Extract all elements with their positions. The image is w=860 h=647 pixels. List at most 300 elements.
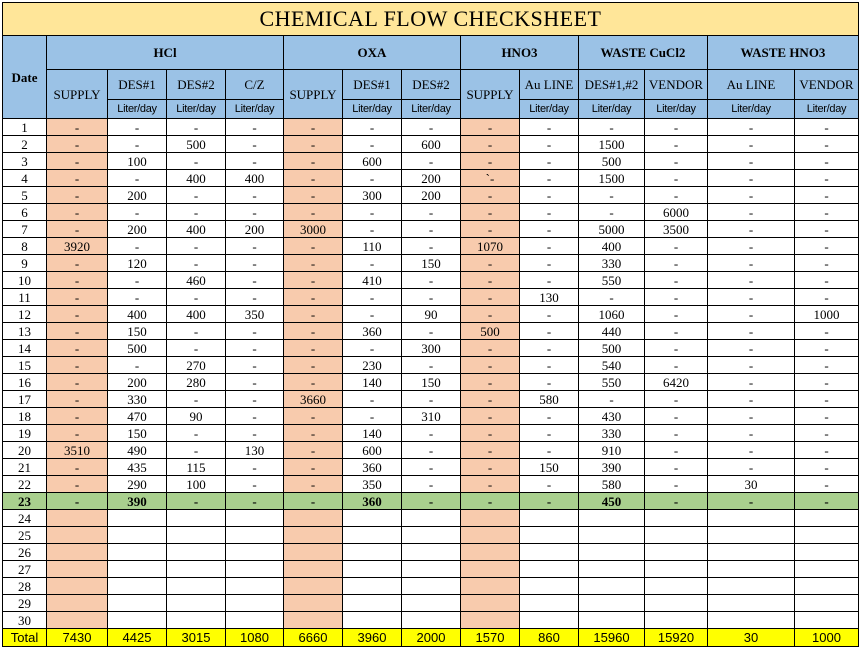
table-cell: 150 <box>108 323 167 340</box>
table-cell: - <box>47 425 108 442</box>
table-cell: - <box>708 391 795 408</box>
column-header: VENDOR <box>645 70 708 100</box>
table-cell: 140 <box>343 374 402 391</box>
unit-label: Liter/day <box>108 100 167 119</box>
total-cell: 860 <box>520 629 579 647</box>
table-cell <box>47 544 108 561</box>
table-cell: - <box>795 255 859 272</box>
table-cell: - <box>461 340 520 357</box>
table-cell: 500 <box>579 340 645 357</box>
table-cell: 400 <box>167 306 226 323</box>
table-cell: 350 <box>343 476 402 493</box>
table-cell: - <box>461 136 520 153</box>
table-cell <box>47 578 108 595</box>
table-cell: - <box>167 119 226 136</box>
table-cell: 440 <box>579 323 645 340</box>
table-cell: - <box>108 119 167 136</box>
column-header: DES#2 <box>167 70 226 100</box>
table-cell: - <box>108 204 167 221</box>
table-cell: 550 <box>579 272 645 289</box>
table-cell <box>343 544 402 561</box>
table-cell <box>284 527 343 544</box>
table-cell: - <box>284 306 343 323</box>
table-cell: 150 <box>402 255 461 272</box>
table-cell: - <box>108 238 167 255</box>
table-cell: - <box>343 391 402 408</box>
table-cell: - <box>47 459 108 476</box>
column-header: DES#1 <box>108 70 167 100</box>
date-cell: 29 <box>3 595 47 612</box>
table-cell <box>226 595 284 612</box>
table-cell: - <box>47 493 108 510</box>
table-cell: 400 <box>226 170 284 187</box>
chemical-flow-table <box>2 2 859 647</box>
table-row <box>3 578 859 595</box>
table-cell <box>795 561 859 578</box>
table-cell: - <box>402 238 461 255</box>
table-cell: - <box>795 187 859 204</box>
table-cell: - <box>47 374 108 391</box>
date-cell: 18 <box>3 408 47 425</box>
table-cell: - <box>284 323 343 340</box>
table-cell: 200 <box>402 170 461 187</box>
table-cell <box>579 544 645 561</box>
table-cell: - <box>795 153 859 170</box>
table-cell: - <box>402 391 461 408</box>
table-cell: - <box>284 340 343 357</box>
table-cell: 200 <box>402 187 461 204</box>
table-cell: 3500 <box>645 221 708 238</box>
table-cell <box>795 578 859 595</box>
table-cell: - <box>167 391 226 408</box>
table-cell: - <box>795 272 859 289</box>
table-cell: - <box>579 187 645 204</box>
table-cell: - <box>226 119 284 136</box>
table-row <box>3 255 859 272</box>
table-cell: - <box>47 136 108 153</box>
table-cell: - <box>520 408 579 425</box>
table-cell: 400 <box>167 170 226 187</box>
table-cell <box>520 510 579 527</box>
table-cell: 330 <box>108 391 167 408</box>
table-cell: - <box>795 340 859 357</box>
table-cell <box>108 612 167 629</box>
table-cell: - <box>461 153 520 170</box>
table-cell <box>343 595 402 612</box>
table-row <box>3 170 859 187</box>
table-cell <box>226 544 284 561</box>
table-cell: 390 <box>108 493 167 510</box>
date-cell: 1 <box>3 119 47 136</box>
table-cell: - <box>520 357 579 374</box>
table-cell: 200 <box>108 221 167 238</box>
table-cell: - <box>645 119 708 136</box>
date-cell: 16 <box>3 374 47 391</box>
table-row <box>3 340 859 357</box>
table-cell: - <box>708 306 795 323</box>
total-cell: 15960 <box>579 629 645 647</box>
table-cell: - <box>284 153 343 170</box>
table-cell <box>167 544 226 561</box>
column-header: VENDOR <box>795 70 859 100</box>
table-row <box>3 493 859 510</box>
table-cell <box>708 561 795 578</box>
table-cell: - <box>708 289 795 306</box>
table-cell: - <box>167 238 226 255</box>
table-cell: 400 <box>108 306 167 323</box>
table-cell: - <box>167 425 226 442</box>
table-cell: - <box>708 425 795 442</box>
table-row <box>3 187 859 204</box>
table-cell: - <box>284 238 343 255</box>
unit-label: Liter/day <box>520 100 579 119</box>
table-cell <box>343 612 402 629</box>
table-cell: - <box>461 425 520 442</box>
table-cell: 280 <box>167 374 226 391</box>
table-cell: 5000 <box>579 221 645 238</box>
table-cell: 200 <box>108 374 167 391</box>
table-cell: - <box>226 323 284 340</box>
table-row <box>3 408 859 425</box>
table-cell: - <box>47 289 108 306</box>
table-cell <box>708 527 795 544</box>
table-cell <box>343 561 402 578</box>
date-cell: 22 <box>3 476 47 493</box>
table-row <box>3 442 859 459</box>
table-cell: 330 <box>579 255 645 272</box>
table-cell <box>645 612 708 629</box>
table-cell <box>47 595 108 612</box>
table-row <box>3 357 859 374</box>
table-cell: - <box>708 170 795 187</box>
table-cell: - <box>645 442 708 459</box>
table-cell: - <box>167 340 226 357</box>
table-cell: 360 <box>343 459 402 476</box>
group-header-waste-hno3: WASTE HNO3 <box>708 36 859 70</box>
date-cell: 15 <box>3 357 47 374</box>
table-cell: - <box>167 204 226 221</box>
table-cell: - <box>461 306 520 323</box>
table-cell: - <box>708 408 795 425</box>
table-cell: - <box>645 272 708 289</box>
table-cell: - <box>284 170 343 187</box>
table-cell: - <box>795 170 859 187</box>
date-cell: 28 <box>3 578 47 595</box>
data-rows <box>3 119 859 510</box>
unit-label: Liter/day <box>402 100 461 119</box>
total-cell: 1570 <box>461 629 520 647</box>
date-cell: 7 <box>3 221 47 238</box>
date-cell: 23 <box>3 493 47 510</box>
table-cell <box>284 595 343 612</box>
table-cell: - <box>645 306 708 323</box>
table-cell <box>520 561 579 578</box>
table-cell <box>402 561 461 578</box>
table-row <box>3 527 859 544</box>
table-cell: 540 <box>579 357 645 374</box>
table-cell: - <box>645 425 708 442</box>
table-cell <box>795 595 859 612</box>
table-cell <box>461 510 520 527</box>
table-cell: - <box>520 442 579 459</box>
table-cell <box>795 510 859 527</box>
table-cell: - <box>284 408 343 425</box>
table-cell: - <box>284 425 343 442</box>
table-cell: - <box>520 340 579 357</box>
table-cell: - <box>284 272 343 289</box>
table-cell: - <box>226 153 284 170</box>
table-cell: - <box>461 204 520 221</box>
table-cell <box>795 527 859 544</box>
table-cell: 115 <box>167 459 226 476</box>
table-cell: 490 <box>108 442 167 459</box>
table-cell: 3510 <box>47 442 108 459</box>
table-cell: - <box>645 289 708 306</box>
date-cell: 25 <box>3 527 47 544</box>
table-cell <box>520 527 579 544</box>
table-cell: 580 <box>520 391 579 408</box>
table-row <box>3 153 859 170</box>
column-header: Au LINE <box>708 70 795 100</box>
table-cell: - <box>47 340 108 357</box>
table-cell: 1500 <box>579 136 645 153</box>
table-cell: - <box>402 221 461 238</box>
date-cell: 17 <box>3 391 47 408</box>
table-cell: - <box>284 136 343 153</box>
table-cell: - <box>47 221 108 238</box>
date-cell: 5 <box>3 187 47 204</box>
table-cell: - <box>47 408 108 425</box>
table-cell: - <box>108 357 167 374</box>
table-cell: - <box>108 272 167 289</box>
table-cell <box>520 595 579 612</box>
date-cell: 19 <box>3 425 47 442</box>
table-cell <box>47 561 108 578</box>
table-cell: - <box>708 323 795 340</box>
group-header-waste-cucl2: WASTE CuCl2 <box>579 36 708 70</box>
total-cell: 6660 <box>284 629 343 647</box>
table-cell: - <box>461 442 520 459</box>
table-cell <box>226 612 284 629</box>
date-cell: 6 <box>3 204 47 221</box>
table-cell: - <box>167 493 226 510</box>
table-cell <box>284 561 343 578</box>
table-cell: 500 <box>579 153 645 170</box>
table-cell: - <box>167 442 226 459</box>
table-cell: - <box>226 272 284 289</box>
table-cell: - <box>795 425 859 442</box>
table-cell <box>645 544 708 561</box>
table-cell <box>226 527 284 544</box>
table-cell: - <box>795 323 859 340</box>
table-cell: - <box>795 442 859 459</box>
date-cell: 2 <box>3 136 47 153</box>
table-cell: - <box>461 221 520 238</box>
table-row <box>3 510 859 527</box>
table-cell: 500 <box>108 340 167 357</box>
table-cell: - <box>226 493 284 510</box>
table-cell <box>402 612 461 629</box>
table-cell <box>167 527 226 544</box>
table-cell: - <box>226 255 284 272</box>
table-cell <box>461 527 520 544</box>
table-cell: - <box>708 493 795 510</box>
column-header: Au LINE <box>520 70 579 100</box>
table-cell: - <box>520 476 579 493</box>
table-cell: - <box>520 374 579 391</box>
table-cell <box>343 510 402 527</box>
table-cell <box>402 595 461 612</box>
table-cell: - <box>226 340 284 357</box>
total-cell: 3015 <box>167 629 226 647</box>
table-cell <box>284 544 343 561</box>
table-cell: 3920 <box>47 238 108 255</box>
table-cell: - <box>284 476 343 493</box>
table-cell: - <box>795 408 859 425</box>
column-header: DES#1 <box>343 70 402 100</box>
table-cell: - <box>343 170 402 187</box>
table-cell: 400 <box>579 238 645 255</box>
table-cell: - <box>167 255 226 272</box>
table-cell: - <box>520 153 579 170</box>
date-cell: 21 <box>3 459 47 476</box>
table-cell: 600 <box>402 136 461 153</box>
table-cell: - <box>520 425 579 442</box>
table-row <box>3 561 859 578</box>
table-cell <box>520 578 579 595</box>
table-cell: 100 <box>167 476 226 493</box>
table-cell: - <box>645 408 708 425</box>
total-row <box>3 629 859 647</box>
table-cell: 6420 <box>645 374 708 391</box>
table-cell: - <box>520 272 579 289</box>
table-cell: - <box>520 170 579 187</box>
table-cell: - <box>520 255 579 272</box>
table-cell <box>47 510 108 527</box>
table-cell <box>167 578 226 595</box>
table-cell: - <box>520 306 579 323</box>
table-cell: - <box>284 459 343 476</box>
table-cell <box>343 578 402 595</box>
table-cell <box>461 612 520 629</box>
group-header-hno3: HNO3 <box>461 36 579 70</box>
table-cell: - <box>461 459 520 476</box>
table-cell: - <box>579 119 645 136</box>
date-cell: 14 <box>3 340 47 357</box>
table-cell: - <box>284 374 343 391</box>
table-cell: 30 <box>708 476 795 493</box>
empty-rows <box>3 510 859 629</box>
table-cell: - <box>708 136 795 153</box>
table-cell <box>708 544 795 561</box>
table-cell: - <box>708 340 795 357</box>
table-row <box>3 391 859 408</box>
table-cell: 410 <box>343 272 402 289</box>
table-cell <box>402 578 461 595</box>
table-cell: 90 <box>402 306 461 323</box>
table-cell: 290 <box>108 476 167 493</box>
table-row <box>3 459 859 476</box>
table-cell: - <box>226 187 284 204</box>
table-cell: - <box>284 493 343 510</box>
table-cell: - <box>226 476 284 493</box>
table-cell: - <box>284 204 343 221</box>
table-cell <box>645 527 708 544</box>
table-cell: - <box>645 391 708 408</box>
table-cell: 390 <box>579 459 645 476</box>
unit-label: Liter/day <box>226 100 284 119</box>
table-cell: - <box>402 476 461 493</box>
table-cell: - <box>520 119 579 136</box>
date-cell: 3 <box>3 153 47 170</box>
table-cell: - <box>343 408 402 425</box>
table-cell <box>520 544 579 561</box>
table-cell: - <box>795 459 859 476</box>
table-cell: - <box>795 238 859 255</box>
table-cell: - <box>226 425 284 442</box>
table-cell: - <box>167 187 226 204</box>
table-cell: 360 <box>343 323 402 340</box>
table-cell: - <box>645 357 708 374</box>
table-cell <box>343 527 402 544</box>
sheet-title: CHEMICAL FLOW CHECKSHEET <box>3 3 859 36</box>
table-cell: - <box>47 391 108 408</box>
table-cell: - <box>461 187 520 204</box>
table-cell: 330 <box>579 425 645 442</box>
table-cell: - <box>645 323 708 340</box>
table-cell <box>579 595 645 612</box>
table-cell: 400 <box>167 221 226 238</box>
date-cell: 20 <box>3 442 47 459</box>
column-header: SUPPLY <box>47 70 108 119</box>
table-cell <box>108 561 167 578</box>
table-cell <box>226 561 284 578</box>
table-cell: - <box>708 357 795 374</box>
table-cell: - <box>226 204 284 221</box>
table-row <box>3 612 859 629</box>
table-cell: 110 <box>343 238 402 255</box>
table-cell: - <box>402 153 461 170</box>
table-cell: - <box>795 493 859 510</box>
table-cell: - <box>579 391 645 408</box>
table-cell: - <box>520 493 579 510</box>
total-cell: 2000 <box>402 629 461 647</box>
table-cell <box>708 578 795 595</box>
table-cell: - <box>108 136 167 153</box>
table-cell: - <box>226 408 284 425</box>
table-cell <box>645 510 708 527</box>
unit-label: Liter/day <box>645 100 708 119</box>
table-cell: - <box>461 255 520 272</box>
table-cell: 1060 <box>579 306 645 323</box>
table-cell: - <box>795 391 859 408</box>
table-cell: - <box>402 323 461 340</box>
total-cell: 15920 <box>645 629 708 647</box>
table-row <box>3 238 859 255</box>
table-cell: 3660 <box>284 391 343 408</box>
table-cell: - <box>461 272 520 289</box>
table-cell: 90 <box>167 408 226 425</box>
table-cell <box>402 527 461 544</box>
column-header: DES#1,#2 <box>579 70 645 100</box>
table-cell: - <box>343 136 402 153</box>
table-cell: - <box>461 391 520 408</box>
table-cell <box>645 578 708 595</box>
table-cell: - <box>461 408 520 425</box>
column-header: C/Z <box>226 70 284 100</box>
table-cell: - <box>520 221 579 238</box>
table-cell: - <box>708 238 795 255</box>
